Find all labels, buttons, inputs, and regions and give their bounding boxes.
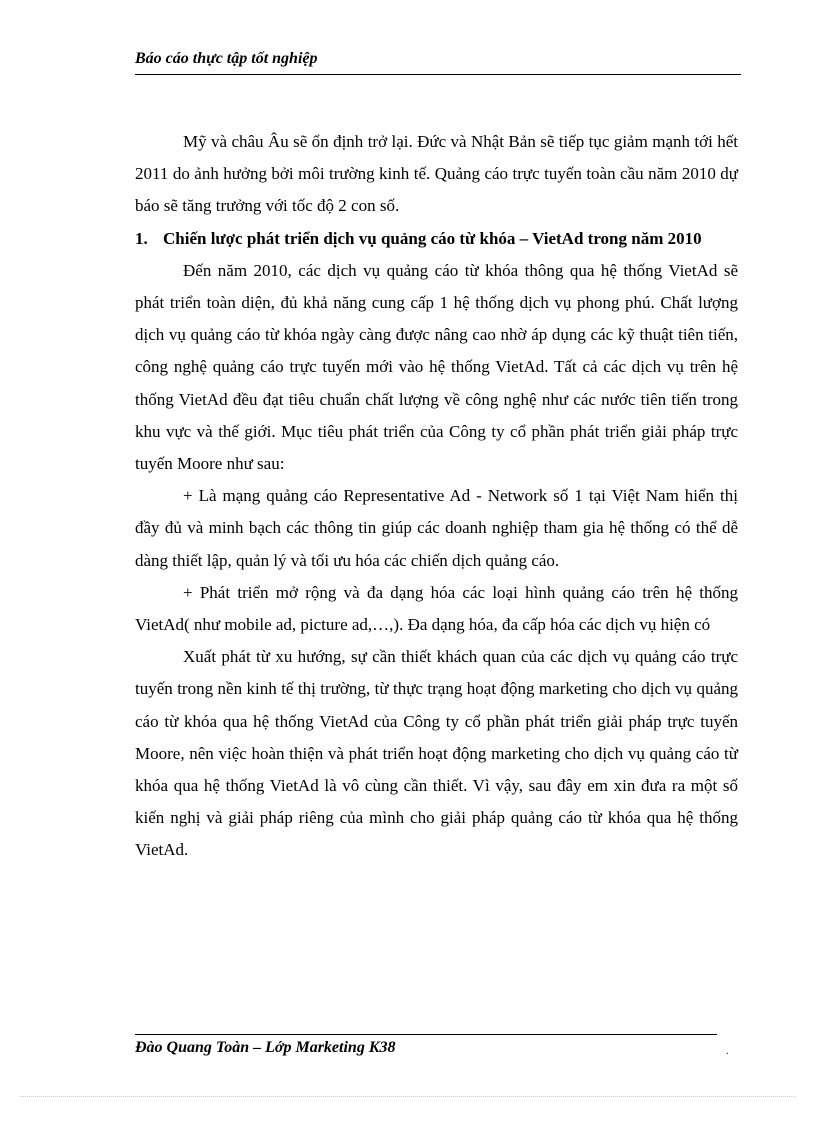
footer-divider (135, 1034, 717, 1035)
footer-mark: . (726, 1046, 729, 1057)
paragraph-2: Xuất phát từ xu hướng, sự cần thiết khách quan của các dịch vụ quảng cáo trực tuyến trong nền kinh tế thị trường, từ thực trạng hoạt động marketing cho dịch vụ quảng cáo từ khóa qua hệ thống VietAd của Công ty cổ phần phát triển giải pháp trực tuyến Moore, nên việc hoàn thiện và phát triển hoạt động marketing cho dịch vụ quảng cáo từ khóa qua hệ thống VietAd là vô cùng cần thiết. Vì vậy, sau đây em xin đưa ra một số kiến nghị và giải pháp riêng của mình cho giải pháp quảng cáo từ khóa qua hệ thống VietAd. (135, 647, 738, 860)
page-header (135, 48, 741, 75)
paragraph-intro: Mỹ và châu Âu sẽ ổn định trở lại. Đức và Nhật Bản sẽ tiếp tục giảm mạnh tới hết 2011 do ảnh hưởng bởi môi trường kinh tế. Quảng cáo trực tuyến toàn cầu năm 2010 dự báo sẽ tăng trưởng với tốc độ 2 con số. (135, 132, 738, 216)
header-title: Báo cáo thực tập tốt nghiệp (135, 50, 318, 67)
paragraph-1: Đến năm 2010, các dịch vụ quảng cáo từ khóa thông qua hệ thống VietAd sẽ phát triển toàn diện, đủ khả năng cung cấp 1 hệ thống dịch vụ phong phú. Chất lượng dịch vụ quảng cáo từ khóa ngày càng được nâng cao nhờ áp dụng các kỹ thuật tiên tiến, công nghệ quảng cáo trực tuyến mới vào hệ thống VietAd. Tất cả các dịch vụ trên hệ thống VietAd đều đạt tiêu chuẩn chất lượng về công nghệ như các nước tiên tiến trong khu vực và thế giới. Mục tiêu phát triển của Công ty cổ phần phát triển giải pháp trực tuyến Moore như sau: (135, 260, 738, 474)
bullet-1: + Là mạng quảng cáo Representative Ad - Network số 1 tại Việt Nam hiển thị đầy đủ và minh bạch các thông tin giúp các doanh nghiệp tham gia hệ thống có thể dễ dàng thiết lập, quản lý và tối ưu hóa các chiến dịch quảng cáo. (135, 486, 738, 570)
section-heading-number: 1. (135, 228, 148, 248)
page-bottom-rule (20, 1096, 796, 1097)
section-heading-text: Chiến lược phát triển dịch vụ quảng cáo từ khóa – VietAd trong năm 2010 (163, 228, 702, 248)
document-body (135, 126, 738, 867)
footer-author: Đào Quang Toàn – Lớp Marketing K38 (135, 1039, 396, 1056)
section-heading (135, 223, 738, 255)
bullet-2: + Phát triển mở rộng và đa dạng hóa các loại hình quảng cáo trên hệ thống VietAd( như mobile ad, picture ad,…,). Đa dạng hóa, đa cấp hóa các dịch vụ hiện có (135, 582, 738, 635)
